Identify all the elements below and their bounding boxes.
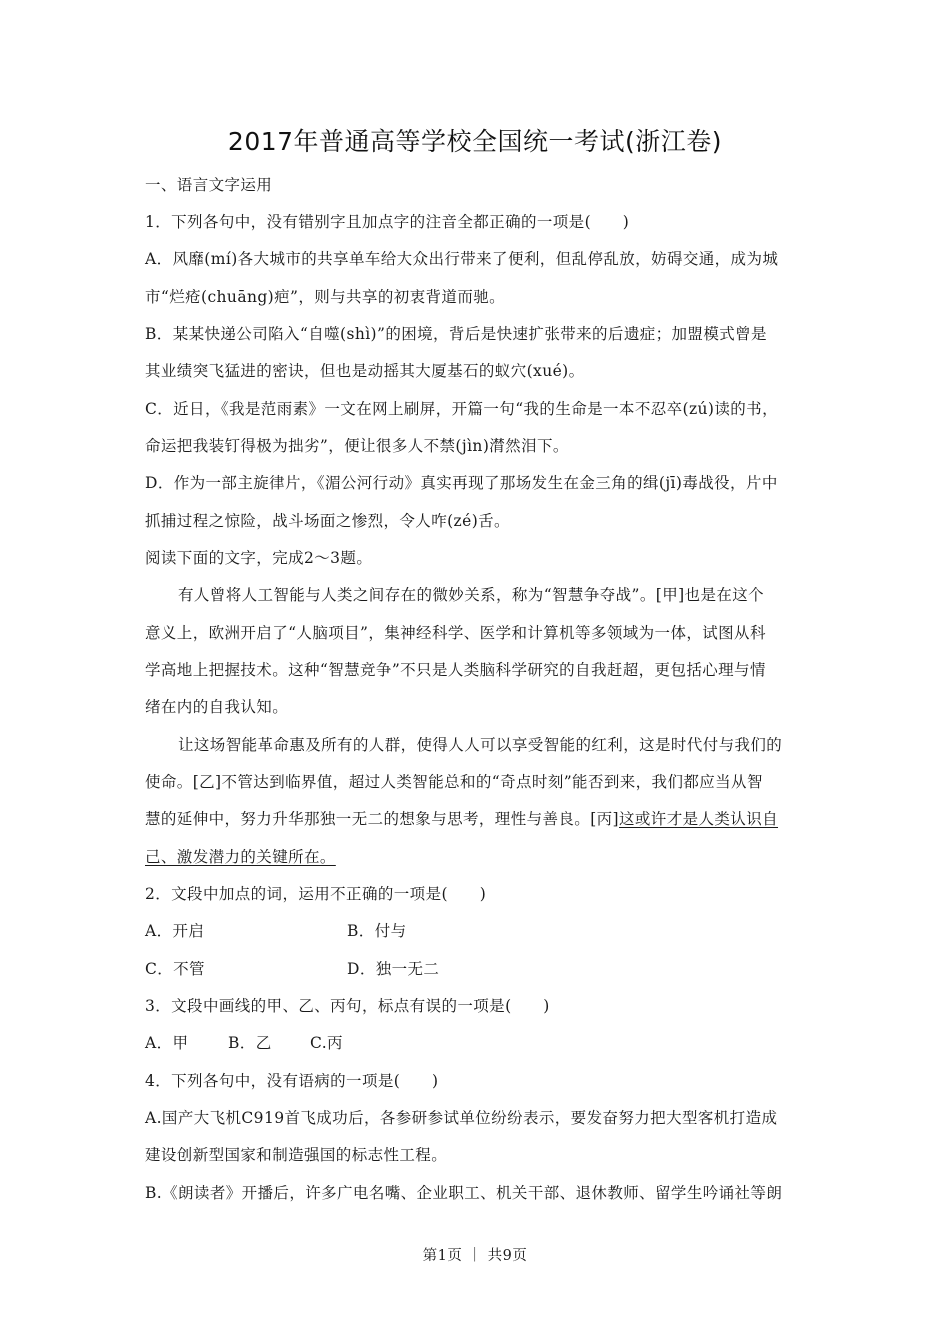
passage-paragraph-2-line3 bbox=[145, 809, 778, 829]
question-1-option-c-line1: C．近日，《我是范雨素》一文在网上刷屏，开篇一句“我的生命是一本不忍卒(zú)读的书， bbox=[145, 400, 778, 418]
question-2-option-a: A．开启 bbox=[145, 922, 205, 940]
passage-paragraph-2-line2: 使命。[乙]不管达到临界值，超过人类智能总和的“奇点时刻”能否到来，我们都应当从智 bbox=[145, 773, 763, 791]
question-4-stem: 4．下列各句中，没有语病的一项是( ) bbox=[145, 1072, 439, 1090]
passage-paragraph-1-line1: 有人曾将人工智能与人类之间存在的微妙关系，称为“智慧争夺战”。[甲]也是在这个 bbox=[178, 586, 765, 604]
question-2-option-d: D．独一无二 bbox=[347, 960, 440, 978]
passage-plain-text: 慧的延伸中，努力升华那独一无二的想象与思考，理性与善良。[丙] bbox=[145, 810, 619, 828]
section-heading: 一、语言文字运用 bbox=[145, 176, 273, 194]
question-4-option-b-line1: B.《朗读者》开播后，许多广电名嘴、企业职工、机关干部、退休教师、留学生吟诵社等朗 bbox=[145, 1184, 783, 1202]
question-1-option-d-line2: 抓捕过程之惊险，战斗场面之惨烈，令人咋(zé)舌。 bbox=[145, 512, 510, 530]
document-title: 2017年普通高等学校全国统一考试(浙江卷) bbox=[227, 127, 723, 156]
question-2-option-c: C．不管 bbox=[145, 960, 205, 978]
question-1-stem: 1．下列各句中，没有错别字且加点字的注音全都正确的一项是( ) bbox=[145, 213, 630, 231]
passage-paragraph-2-line1: 让这场智能革命惠及所有的人群，使得人人可以享受智能的红利，这是时代付与我们的 bbox=[178, 736, 783, 754]
page-footer: 第1页 ｜ 共9页 bbox=[422, 1248, 528, 1264]
question-3-option-a: A．甲 bbox=[145, 1034, 189, 1052]
question-2-stem: 2．文段中加点的词，运用不正确的一项是( ) bbox=[145, 885, 487, 903]
question-1-option-a-line1: A．风靡(mí)各大城市的共享单车给大众出行带来了便利，但乱停乱放，妨碍交通，成为城 bbox=[145, 250, 779, 268]
question-3-option-b: B．乙 bbox=[228, 1034, 272, 1052]
question-1-option-b-line2: 其业绩突飞猛进的密诀，但也是动摇其大厦基石的蚁穴(xué)。 bbox=[145, 362, 585, 380]
question-4-option-a-line1: A.国产大飞机C919首飞成功后，各参研参试单位纷纷表示，要发奋努力把大型客机打造成 bbox=[145, 1109, 778, 1127]
question-3-stem: 3．文段中画线的甲、乙、丙句，标点有误的一项是( ) bbox=[145, 997, 550, 1015]
passage-paragraph-1-line3: 学高地上把握技术。这种“智慧竞争”不只是人类脑科学研究的自我赶超，更包括心理与情 bbox=[145, 661, 766, 679]
underlined-sentence-part2: 己、激发潜力的关键所在。 bbox=[145, 848, 336, 866]
question-2-option-b: B．付与 bbox=[347, 922, 407, 940]
passage-paragraph-1-line2: 意义上，欧洲开启了“人脑项目”，集神经科学、医学和计算机等多领域为一体，试图从科 bbox=[145, 624, 766, 642]
question-1-option-b-line1: B．某某快递公司陷入“自噬(shì)”的困境，背后是快速扩张带来的后遗症；加盟模式曾是 bbox=[145, 325, 767, 343]
question-4-option-a-line2: 建设创新型国家和制造强国的标志性工程。 bbox=[145, 1146, 448, 1164]
question-1-option-d-line1: D．作为一部主旋律片，《湄公河行动》真实再现了那场发生在金三角的缉(jī)毒战役，片中 bbox=[145, 474, 778, 492]
reading-intro: 阅读下面的文字，完成2～3题。 bbox=[145, 549, 373, 567]
question-3-option-c: C.丙 bbox=[310, 1034, 343, 1052]
underlined-sentence-part1: 这或许才是人类认识自 bbox=[619, 810, 779, 828]
question-1-option-c-line2: 命运把我装钉得极为拙劣”，便让很多人不禁(jìn)潸然泪下。 bbox=[145, 437, 569, 455]
question-1-option-a-line2: 市“烂疮(chuāng)疤”，则与共享的初衷背道而驰。 bbox=[145, 288, 506, 306]
passage-paragraph-1-line4: 绪在内的自我认知。 bbox=[145, 698, 289, 716]
